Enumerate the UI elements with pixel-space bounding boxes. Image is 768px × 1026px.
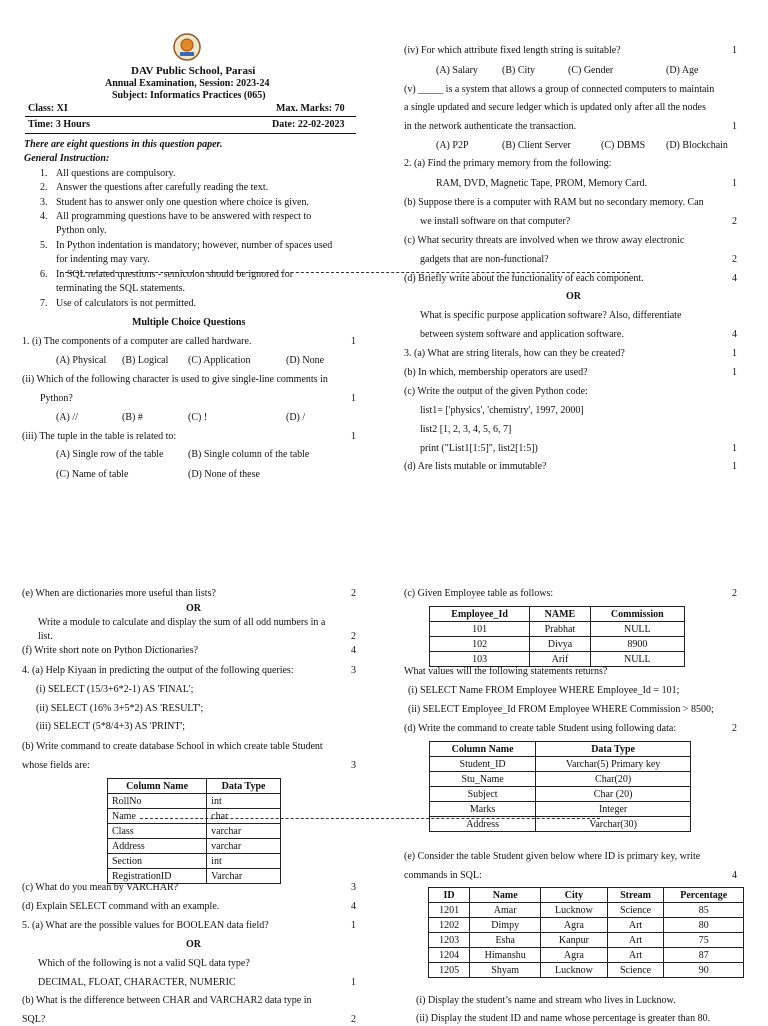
table-cell: 90	[664, 963, 744, 978]
table-row	[430, 637, 685, 652]
table-row	[430, 652, 685, 667]
q5-a2: Which of the following is not a valid SQL data type?	[38, 958, 250, 969]
table-cell: char	[207, 809, 281, 824]
instruction-text: All programming questions have to be answered with respect to	[56, 211, 312, 222]
table-row	[108, 824, 281, 839]
table-cell: Class	[108, 824, 207, 839]
q5-c-question: What values will the following statements returns?	[404, 666, 608, 677]
table-cell: Char(20)	[536, 772, 691, 787]
table-cell: Esha	[470, 933, 541, 948]
q1-i-opt-b: (B) Logical	[122, 355, 169, 366]
instruction-num: 1.	[40, 168, 48, 179]
table-header-row	[430, 607, 685, 622]
table-row	[429, 948, 744, 963]
q1-ii-line2: Python?	[40, 393, 73, 404]
table-cell: Arif	[530, 652, 590, 667]
table-cell: Amar	[470, 903, 541, 918]
q4-c: (c) What do you mean by VARCHAR?	[22, 882, 179, 893]
header-rule-1	[25, 116, 356, 117]
table-header-cell: NAME	[530, 607, 590, 622]
table-cell: 80	[664, 918, 744, 933]
table-cell: int	[207, 794, 281, 809]
q5-a2-options: DECIMAL, FLOAT, CHARACTER, NUMERIC	[38, 977, 236, 988]
table-cell: Science	[607, 903, 664, 918]
exam-date: Date: 22-02-2023	[272, 119, 345, 130]
q1-iv-opt-a: (A) Salary	[436, 65, 478, 76]
table-cell: Shyam	[470, 963, 541, 978]
q2-a-list: RAM, DVD, Magnetic Tape, PROM, Memory Card.	[436, 178, 648, 189]
mark: 4	[732, 870, 737, 881]
table-header-cell: Column Name	[430, 742, 536, 757]
mark: 4	[732, 329, 737, 340]
subject-title: Subject: Informatics Practices (065)	[112, 90, 266, 101]
or-label: OR	[186, 939, 201, 950]
table-cell: Varchar	[207, 869, 281, 884]
table-row	[108, 839, 281, 854]
table-cell: 103	[430, 652, 530, 667]
q5-c-i: (i) SELECT Name FROM Employee WHERE Employee_Id = 101;	[408, 685, 680, 696]
mark: 1	[732, 443, 737, 454]
q5-e-line1: (e) Consider the table Student given below where ID is primary key, write	[404, 851, 701, 862]
q1-iii-opt-c: (C) Name of table	[56, 469, 129, 480]
q4-d: (d) Explain SELECT command with an example.	[22, 901, 220, 912]
instruction-text: Use of calculators is not permitted.	[56, 298, 196, 309]
q4-b-line1: (b) Write command to create database School in which create table Student	[22, 741, 323, 752]
instruction-text: All questions are compulsory.	[56, 168, 176, 179]
q1-v-opt-d: (D) Blockchain	[666, 140, 728, 151]
table-cell: 1202	[429, 918, 470, 933]
q1-v-line3: in the network authenticate the transaction.	[404, 121, 577, 132]
table-cell: int	[207, 854, 281, 869]
instruction-text: In Python indentation is mandatory; however, number of spaces used	[56, 240, 333, 251]
school-logo	[172, 32, 202, 62]
table-row	[429, 918, 744, 933]
table-cell: Lucknow	[541, 963, 607, 978]
table-cell: Varchar(5) Primary key	[536, 757, 691, 772]
q1-ii-opt-a: (A) //	[56, 412, 78, 423]
table-row	[430, 817, 691, 832]
table-cell: 85	[664, 903, 744, 918]
q1-iv-opt-d: (D) Age	[666, 65, 699, 76]
mark: 1	[351, 336, 356, 347]
q1-ii-opt-d: (D) /	[286, 412, 306, 423]
table-row	[108, 794, 281, 809]
table-row	[108, 809, 281, 824]
q5-b-line2: SQL?	[22, 1014, 46, 1025]
q1-iii-opt-d: (D) None of these	[188, 469, 260, 480]
q5-b-line1: (b) What is the difference between CHAR and VARCHAR2 data type in	[22, 995, 312, 1006]
table-cell: 87	[664, 948, 744, 963]
table-row	[430, 622, 685, 637]
q1-ii-opt-c: (C) !	[188, 412, 208, 423]
mark: 1	[351, 977, 356, 988]
mark: 2	[351, 631, 356, 642]
table-cell: Address	[430, 817, 536, 832]
instruction-text: Python only.	[56, 225, 107, 236]
table-cell: varchar	[207, 839, 281, 854]
q5-e-ii: (ii) Display the student ID and name whose percentage is greater than 80.	[416, 1013, 711, 1024]
table-cell: 1205	[429, 963, 470, 978]
time-label: Time: 3 Hours	[28, 119, 91, 130]
q3-d: (d) Are lists mutable or immutable?	[404, 461, 547, 472]
table-header-cell: City	[541, 888, 607, 903]
q2-a: 2. (a) Find the primary memory from the following:	[404, 158, 612, 169]
max-marks: Max. Marks: 70	[276, 103, 345, 114]
instruction-num: 7.	[40, 298, 48, 309]
mcq-title: Multiple Choice Questions	[132, 317, 246, 328]
table-cell: Address	[108, 839, 207, 854]
table-cell: Himanshu	[470, 948, 541, 963]
table-cell: Marks	[430, 802, 536, 817]
mark: 4	[351, 901, 356, 912]
table-row	[429, 963, 744, 978]
table-cell: Section	[108, 854, 207, 869]
q1-iv-opt-b: (B) City	[502, 65, 536, 76]
table-header-row	[430, 742, 691, 757]
table-cell: Agra	[541, 948, 607, 963]
table-cell: RollNo	[108, 794, 207, 809]
q5-a: 5. (a) What are the possible values for BOOLEAN data field?	[22, 920, 269, 931]
instruction-text: Student has to answer only one question where choice is given.	[56, 197, 309, 208]
table-cell: Integer	[536, 802, 691, 817]
q2-c-line1: (c) What security threats are involved when we throw away electronic	[404, 235, 685, 246]
table-cell: 101	[430, 622, 530, 637]
instruction-text: for indenting may vary.	[56, 254, 150, 265]
table-cell: Student_ID	[430, 757, 536, 772]
q2-b-line1: (b) Suppose there is a computer with RAM but no secondary memory. Can	[404, 197, 704, 208]
table-header-row	[108, 779, 281, 794]
intro-text: There are eight questions in this question paper.	[24, 139, 223, 150]
mark: 1	[732, 348, 737, 359]
table-cell: Kanpur	[541, 933, 607, 948]
table-cell: Art	[607, 933, 664, 948]
table-row	[430, 757, 691, 772]
q1-v-opt-a: (A) P2P	[436, 140, 469, 151]
table-cell: Name	[108, 809, 207, 824]
table-cell: varchar	[207, 824, 281, 839]
mark: 1	[351, 920, 356, 931]
mark: 3	[351, 882, 356, 893]
or-label: OR	[566, 291, 581, 302]
table-cell: 102	[430, 637, 530, 652]
table-cell: 1204	[429, 948, 470, 963]
table-cell: Subject	[430, 787, 536, 802]
code-line-1: list1= ['physics', 'chemistry', 1997, 2000]	[420, 405, 584, 416]
code-line-2: list2 [1, 2, 3, 4, 5, 6, 7]	[420, 424, 512, 435]
q4-b-line2: whose fields are:	[22, 760, 90, 771]
student-data-table	[428, 887, 744, 978]
instruction-num: 5.	[40, 240, 48, 251]
q3-a: 3. (a) What are string literals, how can they be created?	[404, 348, 625, 359]
q1-i-opt-c: (C) Application	[188, 355, 251, 366]
table-header-cell: Commission	[590, 607, 684, 622]
q5-c-ii: (ii) SELECT Employee_Id FROM Employee WHERE Commission > 8500;	[408, 704, 714, 715]
table-cell: NULL	[590, 622, 684, 637]
school-name: DAV Public School, Parasi	[131, 65, 256, 77]
mark: 1	[732, 121, 737, 132]
q5-e-line2: commands in SQL:	[404, 870, 482, 881]
mark: 1	[351, 431, 356, 442]
q2-d: (d) Briefly write about the functionality of each component.	[404, 273, 644, 284]
mark: 3	[351, 760, 356, 771]
q3-b: (b) In which, membership operators are used?	[404, 367, 588, 378]
table-cell: Lucknow	[541, 903, 607, 918]
q1-v-line2: a single updated and secure ledger which is updated only after all the nodes	[404, 102, 706, 113]
mark: 2	[732, 588, 737, 599]
table-cell: Art	[607, 948, 664, 963]
instruction-num: 4.	[40, 211, 48, 222]
table-cell: 1201	[429, 903, 470, 918]
instruction-num: 6.	[40, 269, 48, 280]
q1-i: 1. (i) The components of a computer are called hardware.	[22, 336, 252, 347]
q1-iii-opt-b: (B) Single column of the table	[188, 449, 310, 460]
table-header-cell: Column Name	[108, 779, 207, 794]
mark: 2	[351, 588, 356, 599]
mark: 2	[732, 254, 737, 265]
mark: 4	[351, 645, 356, 656]
instruction-text: terminating the SQL statements.	[56, 283, 186, 294]
mark: 1	[351, 393, 356, 404]
table-row	[430, 787, 691, 802]
q3-e: (e) When are dictionaries more useful than lists?	[22, 588, 216, 599]
mark: 4	[732, 273, 737, 284]
table-cell: Prabhat	[530, 622, 590, 637]
q5-c: (c) Given Employee table as follows:	[404, 588, 554, 599]
mark: 1	[732, 178, 737, 189]
table-cell: Science	[607, 963, 664, 978]
or-label: OR	[186, 603, 201, 614]
q1-iii-opt-a: (A) Single row of the table	[56, 449, 164, 460]
exam-title: Annual Examination, Session: 2023-24	[105, 78, 270, 89]
table-cell: 1203	[429, 933, 470, 948]
table-header-cell: Percentage	[664, 888, 744, 903]
q2-b-line2: we install software on that computer?	[420, 216, 571, 227]
q3-e2-line2: list.	[38, 631, 53, 642]
q1-ii-opt-b: (B) #	[122, 412, 143, 423]
table-header-cell: Employee_Id	[430, 607, 530, 622]
table-header-row	[429, 888, 744, 903]
q4-a-ii: (ii) SELECT (16% 3+5*2) AS 'RESULT';	[36, 703, 204, 714]
q5-d: (d) Write the command to create table Student using following data:	[404, 723, 677, 734]
table-cell: RegistrationID	[108, 869, 207, 884]
table-cell: Stu_Name	[430, 772, 536, 787]
student-schema-table	[429, 741, 691, 832]
table-header-cell: Name	[470, 888, 541, 903]
instruction-num: 3.	[40, 197, 48, 208]
q4-a-iii: (iii) SELECT (5*8/4+3) AS 'PRINT';	[36, 721, 186, 732]
mark: 1	[732, 367, 737, 378]
q2-d2-line2: between system software and application software.	[420, 329, 624, 340]
table-cell: Dimpy	[470, 918, 541, 933]
table-row	[108, 854, 281, 869]
table-cell: Char (20)	[536, 787, 691, 802]
table-header-cell: Stream	[607, 888, 664, 903]
code-line-3: print ("List1[1:5]", list2[1:5])	[420, 443, 538, 454]
q1-v-opt-b: (B) Client Server	[502, 140, 571, 151]
mark: 2	[351, 1014, 356, 1025]
q3-e2-line1: Write a module to calculate and display the sum of all odd numbers in a	[38, 617, 326, 628]
table-cell: 8900	[590, 637, 684, 652]
q1-v-line1: (v) _____ is a system that allows a group of connected computers to maintain	[404, 84, 715, 95]
mark: 2	[732, 723, 737, 734]
table-row	[430, 772, 691, 787]
employee-table	[429, 606, 685, 667]
table-cell: Agra	[541, 918, 607, 933]
header-rule-2	[25, 133, 356, 134]
table-row	[430, 802, 691, 817]
q1-iv-opt-c: (C) Gender	[568, 65, 614, 76]
q1-ii-line1: (ii) Which of the following character is used to give single-line comments in	[22, 374, 328, 385]
table-header-cell: Data Type	[207, 779, 281, 794]
q1-iv: (iv) For which attribute fixed length string is suitable?	[404, 45, 621, 56]
instructions-title: General Instruction:	[24, 153, 110, 164]
table-row	[429, 903, 744, 918]
table-cell: 75	[664, 933, 744, 948]
q2-c-line2: gadgets that are non-functional?	[420, 254, 549, 265]
instruction-text: Answer the questions after carefully reading the text.	[56, 182, 269, 193]
mark: 3	[351, 665, 356, 676]
q1-i-opt-a: (A) Physical	[56, 355, 107, 366]
table-header-cell: ID	[429, 888, 470, 903]
q4-a-i: (i) SELECT (15/3+6*2-1) AS 'FINAL';	[36, 684, 194, 695]
q1-v-opt-c: (C) DBMS	[601, 140, 646, 151]
mark: 2	[732, 216, 737, 227]
q2-d2-line1: What is specific purpose application software? Also, differentiate	[420, 310, 682, 321]
instruction-num: 2.	[40, 182, 48, 193]
class-label: Class: XI	[28, 103, 68, 114]
table-cell: Art	[607, 918, 664, 933]
student-fields-table	[107, 778, 281, 884]
table-cell: NULL	[590, 652, 684, 667]
table-row	[429, 933, 744, 948]
mark: 1	[732, 461, 737, 472]
mark: 1	[732, 45, 737, 56]
table-header-cell: Data Type	[536, 742, 691, 757]
q1-iii: (iii) The tuple in the table is related to:	[22, 431, 177, 442]
q4-a: 4. (a) Help Kiyaan in predicting the output of the following queries:	[22, 665, 294, 676]
q3-c: (c) Write the output of the given Python code:	[404, 386, 588, 397]
table-cell: Divya	[530, 637, 590, 652]
q1-i-opt-d: (D) None	[286, 355, 325, 366]
q3-f: (f) Write short note on Python Dictionaries?	[22, 645, 199, 656]
q5-e-i: (i) Display the student’s name and stream who lives in Lucknow.	[416, 995, 676, 1006]
instruction-text: In SQL related questions - semicolon should be ignored for	[56, 269, 294, 280]
table-cell: Varchar(30)	[536, 817, 691, 832]
